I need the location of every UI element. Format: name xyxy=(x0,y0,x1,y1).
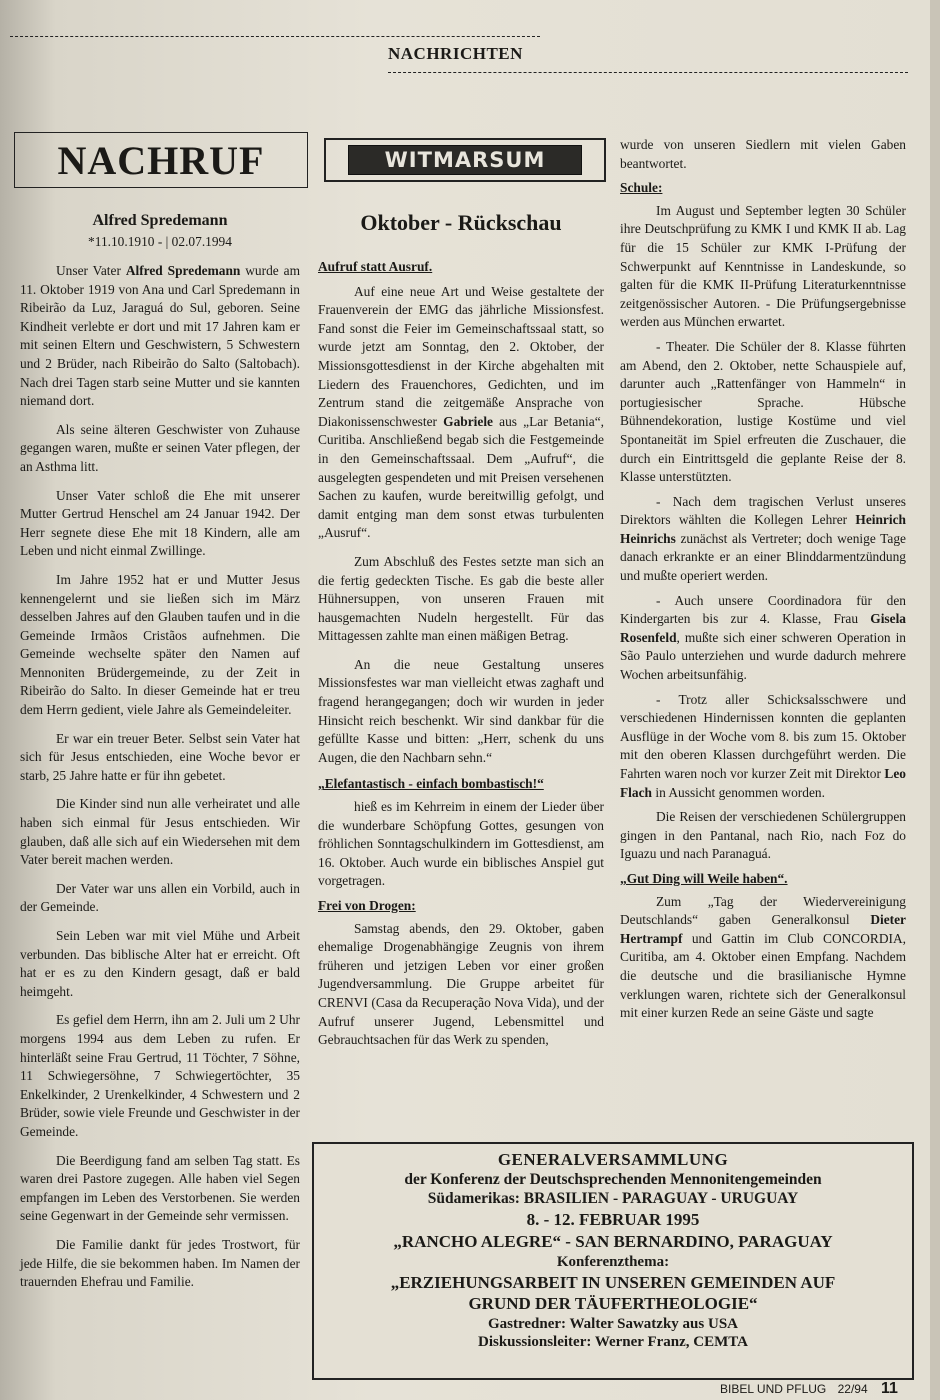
announcement-line: Südamerikas: BRASILIEN - PARAGUAY - URUGUAY xyxy=(427,1190,799,1207)
issue-number: 22/94 xyxy=(837,1382,868,1396)
paragraph: Unser Vater Alfred Spredemann wurde am 11. Oktober 1919 von Ana und Carl Spredemann in Ribeirão da Luz, Jaraguá do Sul, geboren. Seine Kindheit verlebte er dort und mit 17 Jahren kam er mit seinen Eltern und Geschwistern, 5 Schwestern und 2 Brüder, nach Ribeirão do Salto (Saltobach). Nach drei Tagen starb seine Mutter und sie kannten niemand dort. xyxy=(20,263,300,409)
paragraph: Die Beerdigung fand am selben Tag statt. Es waren drei Pastore zugegen. Alle haben viel Segen empfangen im Leben des Verstorbenen. Sie werden seine Gegenwart in der Gemeinde sehr vermissen. xyxy=(20,1152,300,1224)
paragraph: hieß es im Kehrreim in einem der Lieder über die wunderbare Schöpfung Gottes, gesungen von fröhlichen Sonntagschulkindern im Gottesdienst, am 16. Oktober. Auch wurde ein biblisches Anspiel gut vorgetragen. xyxy=(318,799,604,889)
subheading: „Gut Ding will Weile haben“. xyxy=(620,870,788,886)
nachruf-heading-box xyxy=(14,132,308,188)
paragraph: An die neue Gestaltung unseres Missionsfestes war man vielleicht etwas zaghaft und fragend herangegangen; doch wir wurden in jeder Hinsicht reich beschenkt. Wir sind dankbar für die gefüllte Kasse und bitten: „Herr, schenk du uns Augen, die den Nachbarn sehn.“ xyxy=(318,656,604,765)
announcement-line: Diskussionsleiter: Werner Franz, CEMTA xyxy=(478,1334,748,1350)
subheading: Aufruf statt Ausruf. xyxy=(318,259,433,274)
section-header: NACHRICHTEN xyxy=(388,44,523,63)
paragraph: Die Kinder sind nun alle verheiratet und alle haben sich einmal für Jesus entschieden. Wir glauben, daß alle sich auf ein Wiedersehen mit dem Vater bereit machen werden. xyxy=(20,796,300,868)
witmarsum-heading: WITMARSUM xyxy=(348,145,583,175)
deceased-dates: *11.10.1910 - | 02.07.1994 xyxy=(88,234,232,249)
paragraph: Auf eine neue Art und Weise gestaltete der Frauenverein der EMG das jährliche Missionsfest. Fand sonst die Feier im Gemeinschaftssaal statt, so wurde jetzt am Sonntag, den 2. Oktober, der Missionsgottesdienst in der Kirche abgehalten mit Liedern des Frauenchores, Gedichten, und im Zentrum stand die zeitgemäße Ansprache von Diakonissenschwester Gabriele aus „Lar Betania“, Curitiba. Anschließend begab sich die Festgemeinde in den Gemeinschaftssaal. Dem „Aufruf“, die ausgelegten gespendeten und mit Preisen versehenen Sachen zu kaufen, wurde bereitwillig gefolgt, und damit entging man dem sonst etwas turbulenten „Ausruf“. xyxy=(318,283,604,541)
paragraph: - Trotz aller Schicksalsschwere und verschiedenen Hindernissen konnten die geplanten Ausflüge in der Woche vom 8. bis zum 15. Oktober mit den oberen Klassen durchgeführt werden. Die Fahrten waren noch vor kurzer Zeit mit Direktor Leo Flach in Aussicht genommen worden. xyxy=(620,691,906,800)
paragraph: Sein Leben war mit viel Mühe und Arbeit verbunden. Das biblische Alter hat er erreicht. Oft hat er es zu den Kindern gesagt, daß er bald heimgeht. xyxy=(20,928,300,999)
subheading: Frei von Drogen: xyxy=(318,898,416,913)
announcement-title: GENERALVERSAMMLUNG xyxy=(497,1150,729,1169)
article-column-continued xyxy=(620,136,906,1023)
paragraph: Der Vater war uns allen ein Vorbild, auch in der Gemeinde. xyxy=(20,880,300,915)
paragraph: Im August und September legten 30 Schüler ihre Deutschprüfung zu KMK I und KMK II ab. Lag für die 15 Schüler zur KMK I-Prüfung der Schwerpunkt auf Kenntnisse in Landeskunde, so galten für die KMK II-Prüfung Literaturkenntnisse zeitgenössischer Autoren. - Die Prüfungsergebnisse werden aus München erwartet. xyxy=(620,202,906,330)
assembly-announcement xyxy=(312,1142,914,1380)
announcement-venue: „RANCHO ALEGRE“ - SAN BERNARDINO, PARAGUAY xyxy=(393,1232,833,1251)
paragraph: wurde von unseren Siedlern mit vielen Gaben beantwortet. xyxy=(620,137,906,171)
paragraph: Unser Vater schloß die Ehe mit unserer Mutter Gertrud Henschel am 24 Januar 1942. Der Herr segnete diese Ehe mit 18 Kindern, alle am Leben und nicht einmal Zwillinge. xyxy=(20,487,300,559)
paragraph: Die Familie dankt für jedes Trostwort, für jede Hilfe, die sie bekommen haben. Im Namen der trauernden Ehefrau und Familie. xyxy=(20,1236,300,1290)
paragraph: Im Jahre 1952 hat er und Mutter Jesus kennengelernt und sie ließen sich im März desselben Jahres auf den Glauben taufen und in die Gemeinde Irmãos Cristãos aufnehmen. Die Gemeinde wechselte später den Namen auf Mennoniten Brüdergemeinde, zu der Zeit in Ribeirão do Salto. In dieser Gemeinde hat er treu dem Herrn gedient, viele Jahre als Gemeindeleiter. xyxy=(20,571,300,718)
paragraph: - Auch unsere Coordinadora für den Kindergarten bis zur 4. Klasse, Frau Gisela Rosenfeld, mußte sich einer schweren Operation in São Paulo unterziehen und wurde dadurch mehrere Wochen arbeitsunfähig. xyxy=(620,592,906,683)
header-rule xyxy=(388,72,908,73)
nachruf-heading: NACHRUF xyxy=(57,137,265,183)
deceased-name: Alfred Spredemann xyxy=(92,212,228,229)
obituary-column xyxy=(20,262,300,1292)
paragraph: Zum Abschluß des Festes setzte man sich an die fertig gedeckten Tische. Es gab die beste aller Hühnersuppen, von unseren Frauen mit hausgemachten Nudeln hergestellt. Für das Mittagessen zahlte man einen mäßigen Betrag. xyxy=(318,553,604,644)
announcement-theme: „ERZIEHUNGSARBEIT IN UNSEREN GEMEINDEN AUF xyxy=(390,1273,836,1292)
paragraph: Samstag abends, den 29. Oktober, gaben ehemalige Drogenabhängige Zeugnis von ihrem früheren und jetzigen Leben vor einer großen Jugendversammlung. Die Gruppe arbeitet für CRENVI (Casa da Recuperação Nova Vida), und der Aufruf unserer Jugend, Lebensmittel und Gebrauchtsachen für das Werk zu spenden, xyxy=(318,920,604,1048)
paragraph: Als seine älteren Geschwister von Zuhause gegangen waren, mußte er seinen Vater pflegen, der an Asthma litt. xyxy=(20,421,300,474)
paragraph: Die Reisen der verschiedenen Schülergruppen gingen in den Pantanal, nach Rio, nach Foz do Iguazu und nach Paranaguá. xyxy=(620,809,906,862)
subheading: Schule: xyxy=(620,180,663,196)
paragraph: Zum „Tag der Wiedervereinigung Deutschlands“ gaben Generalkonsul Dieter Hertrampf und Gattin im Club CONCORDIA, Curitiba, am 4. Oktober einen Empfang. Nachdem die deutsche und die brasilianische Hymne verklungen waren, richtete sich der Generalkonsul mit einer kurzen Rede an seine Gäste und sagte xyxy=(620,893,906,1021)
paragraph: - Theater. Die Schüler der 8. Klasse führten am Abend, den 2. Oktober, nette Schauspiele auf, darunter auch „Rattenfänger von Hammeln“ in portugiesischer Sprache. Hübsche Bühnendekoration, lustige Kostüme und viel Spontaneität im Spiel erfreuten die Zuschauer, die durch ein Eintrittsgeld die geplante Reise der 8. Klasse unterstützten. xyxy=(620,338,906,485)
announcement-theme: GRUND DER TÄUFERTHEOLOGIE“ xyxy=(468,1294,758,1313)
paragraph: Es gefiel dem Herrn, ihn am 2. Juli um 2 Uhr morgens 1994 aus dem Leben zu rufen. Er hinterläßt seine Frau Gertrud, 11 Töchter, 7 Söhne, 11 Schwiegersöhne, 7 Schwiegertöchter, 35 Enkelkinder, 2 Urenkelkinder, 4 Schwestern und 2 Brüder, sowie viele Freunde und Geschwister in der Gemeinde. xyxy=(20,1012,300,1139)
announcement-line: Gastredner: Walter Sawatzky aus USA xyxy=(487,1316,738,1332)
article-column xyxy=(318,258,604,1050)
announcement-line: der Konferenz der Deutschsprechenden Mennonitengemeinden xyxy=(404,1171,822,1188)
announcement-line: Konferenzthema: xyxy=(556,1254,670,1270)
witmarsum-heading-box xyxy=(324,138,606,182)
magazine-name: BIBEL UND PFLUG xyxy=(720,1382,827,1396)
announcement-dates: 8. - 12. FEBRUAR 1995 xyxy=(526,1210,700,1229)
page-footer xyxy=(720,1380,898,1398)
article-title: Oktober - Rückschau xyxy=(360,210,562,235)
paragraph: - Nach dem tragischen Verlust unseres Direktors wählten die Kollegen Lehrer Heinrich Heinrichs zunächst als Vertreter; doch wenige Tage danach erkrankte er an einer Blinddarmentzündung und mußte operiert werden. xyxy=(620,493,906,584)
subheading: „Elefantastisch - einfach bombastisch!“ xyxy=(318,776,544,792)
paragraph: Er war ein treuer Beter. Selbst sein Vater hat sich für Jesus entschieden, eine Woche bevor er starb, 25 Jahre hatte er für ihn gebetet. xyxy=(20,730,300,783)
top-rule xyxy=(10,36,540,37)
page-number: 11 xyxy=(880,1380,898,1397)
